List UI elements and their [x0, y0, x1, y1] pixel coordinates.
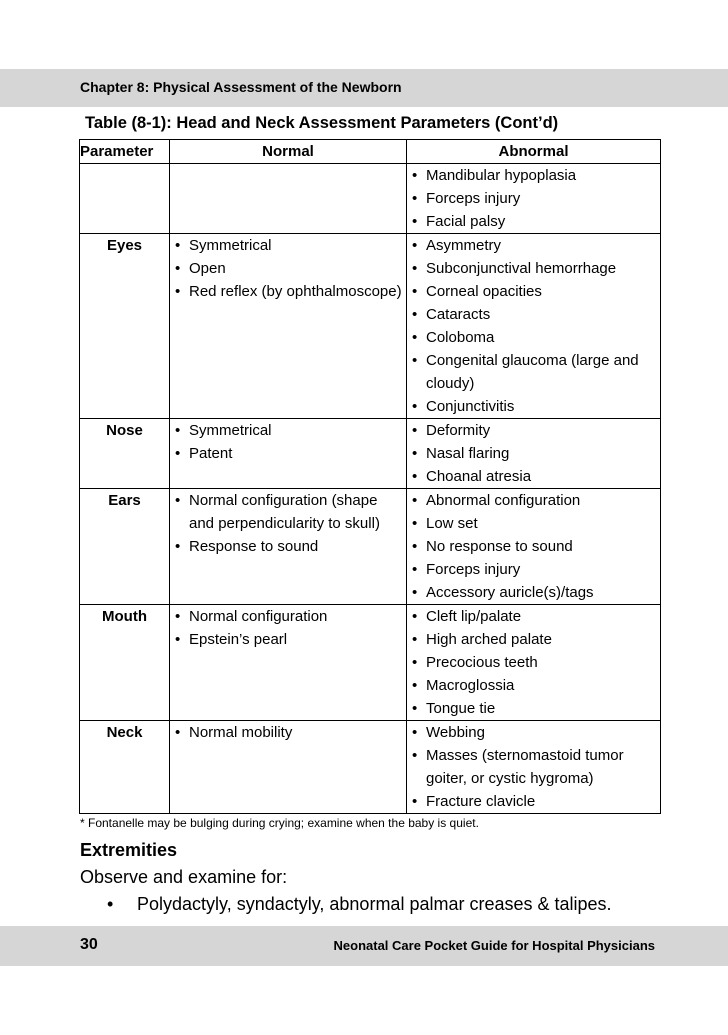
abnormal-list	[407, 419, 660, 488]
list-item-text: Polydactyly, syndactyly, abnormal palmar creases & talipes.	[137, 894, 612, 914]
parameter-cell: Eyes	[80, 234, 170, 419]
normal-item: • Normal mobility	[174, 721, 406, 744]
normal-list	[170, 489, 406, 558]
abnormal-item: • Precocious teeth	[411, 651, 660, 674]
abnormal-list	[407, 721, 660, 813]
normal-list	[170, 234, 406, 303]
abnormal-item: • Choanal atresia	[411, 465, 660, 488]
abnormal-cell	[407, 605, 661, 721]
abnormal-item: • Conjunctivitis	[411, 395, 660, 418]
abnormal-item: • Abnormal configuration	[411, 489, 660, 512]
section-heading: Extremities	[80, 840, 178, 860]
parameter-cell: Nose	[80, 419, 170, 489]
table-row	[80, 419, 661, 489]
normal-item: • Epstein’s pearl	[174, 628, 406, 651]
column-header-parameter: Parameter	[80, 140, 170, 164]
book-title: Neonatal Care Pocket Guide for Hospital Physicians	[333, 938, 655, 953]
table-row	[80, 234, 661, 419]
abnormal-item: • Cleft lip/palate	[411, 605, 660, 628]
normal-item: • Red reflex (by ophthalmoscope)	[174, 280, 406, 303]
normal-item: • Symmetrical	[174, 419, 406, 442]
abnormal-list	[407, 234, 660, 418]
column-header-abnormal: Abnormal	[407, 140, 661, 164]
normal-item: • Normal configuration (shape and perpendicularity to skull)	[174, 489, 406, 535]
normal-item: • Normal configuration	[174, 605, 406, 628]
abnormal-list	[407, 605, 660, 720]
abnormal-item: • Forceps injury	[411, 558, 660, 581]
normal-list	[170, 419, 406, 465]
table-row	[80, 489, 661, 605]
normal-list	[170, 605, 406, 651]
abnormal-item: • Forceps injury	[411, 187, 660, 210]
abnormal-item: • Coloboma	[411, 326, 660, 349]
abnormal-item: • High arched palate	[411, 628, 660, 651]
abnormal-item: • Low set	[411, 512, 660, 535]
list-item	[107, 894, 612, 915]
abnormal-item: • Cataracts	[411, 303, 660, 326]
abnormal-list	[407, 489, 660, 604]
parameter-cell	[80, 164, 170, 234]
abnormal-item: • Fracture clavicle	[411, 790, 660, 813]
assessment-table	[79, 139, 661, 814]
abnormal-list	[407, 164, 660, 233]
parameter-cell: Neck	[80, 721, 170, 814]
page-number: 30	[80, 936, 98, 953]
abnormal-item: • Mandibular hypoplasia	[411, 164, 660, 187]
normal-item: • Response to sound	[174, 535, 406, 558]
column-header-normal: Normal	[170, 140, 407, 164]
abnormal-cell	[407, 164, 661, 234]
abnormal-item: • Nasal flaring	[411, 442, 660, 465]
abnormal-item: • Asymmetry	[411, 234, 660, 257]
table-title: Table (8-1): Head and Neck Assessment Parameters (Cont’d)	[85, 114, 559, 132]
table-row	[80, 605, 661, 721]
normal-cell	[170, 721, 407, 814]
abnormal-cell	[407, 234, 661, 419]
abnormal-cell	[407, 419, 661, 489]
normal-cell	[170, 419, 407, 489]
normal-list	[170, 721, 406, 744]
normal-cell	[170, 605, 407, 721]
normal-cell	[170, 164, 407, 234]
parameter-cell: Ears	[80, 489, 170, 605]
abnormal-item: • Accessory auricle(s)/tags	[411, 581, 660, 604]
table-footnote: * Fontanelle may be bulging during crying; examine when the baby is quiet.	[80, 816, 479, 830]
normal-cell	[170, 489, 407, 605]
abnormal-item: • Facial palsy	[411, 210, 660, 233]
abnormal-item: • Tongue tie	[411, 697, 660, 720]
abnormal-cell	[407, 721, 661, 814]
abnormal-cell	[407, 489, 661, 605]
section-intro: Observe and examine for:	[80, 867, 288, 887]
abnormal-item: • Subconjunctival hemorrhage	[411, 257, 660, 280]
table-row	[80, 164, 661, 234]
table-body	[80, 164, 661, 814]
abnormal-item: • Deformity	[411, 419, 660, 442]
normal-cell	[170, 234, 407, 419]
abnormal-item: • Congenital glaucoma (large and cloudy)	[411, 349, 660, 395]
table-header-row	[80, 140, 661, 164]
normal-item: • Open	[174, 257, 406, 280]
bullet-icon: •	[107, 894, 114, 914]
normal-item: • Symmetrical	[174, 234, 406, 257]
parameter-cell: Mouth	[80, 605, 170, 721]
abnormal-item: • Corneal opacities	[411, 280, 660, 303]
chapter-title: Chapter 8: Physical Assessment of the Newborn	[80, 79, 402, 95]
table-row	[80, 721, 661, 814]
abnormal-item: • Webbing	[411, 721, 660, 744]
normal-item: • Patent	[174, 442, 406, 465]
abnormal-item: • No response to sound	[411, 535, 660, 558]
abnormal-item: • Masses (sternomastoid tumor goiter, or cystic hygroma)	[411, 744, 660, 790]
abnormal-item: • Macroglossia	[411, 674, 660, 697]
